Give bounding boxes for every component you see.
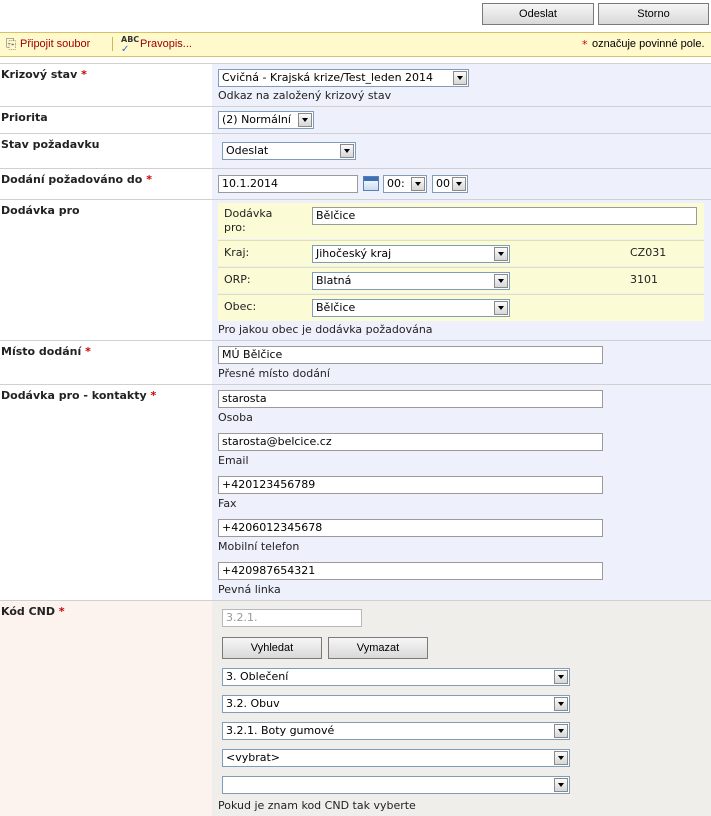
landline-hint: Pevná linka xyxy=(218,583,281,596)
cnd-level-4-select[interactable]: <vybrat> xyxy=(222,749,570,767)
kod-cnd-input[interactable]: 3.2.1. xyxy=(222,609,362,627)
form-toolbar xyxy=(0,32,711,57)
osoba-input[interactable]: starosta xyxy=(218,390,603,408)
search-button[interactable]: Vyhledat xyxy=(222,637,322,659)
required-star: * xyxy=(582,38,588,51)
dodavka-pro-hint: Pro jakou obec je dodávka požadována xyxy=(218,323,433,336)
misto-label: Místo dodání * xyxy=(1,345,91,358)
cancel-button[interactable]: Storno xyxy=(598,3,709,25)
chevron-down-icon xyxy=(453,71,467,85)
misto-input[interactable]: MÚ Bělčice xyxy=(218,346,603,364)
chevron-down-icon xyxy=(554,670,568,684)
fax-hint: Fax xyxy=(218,497,237,510)
dodavka-pro-input[interactable]: Bělčice xyxy=(312,207,697,225)
chevron-down-icon xyxy=(554,751,568,765)
cnd-level-5-select[interactable] xyxy=(222,776,570,794)
cnd-label-panel xyxy=(0,600,212,816)
toolbar-divider xyxy=(112,37,113,51)
orp-label: ORP: xyxy=(224,273,251,286)
stav-label: Stav požadavku xyxy=(1,138,100,151)
krizovy-stav-hint: Odkaz na založený krizový stav xyxy=(218,89,392,102)
priorita-label: Priorita xyxy=(1,111,48,124)
chevron-down-icon xyxy=(494,247,508,261)
priorita-select[interactable]: (2) Normální xyxy=(218,111,314,129)
spellcheck-link[interactable]: Pravopis... xyxy=(140,38,192,50)
misto-hint: Přesné místo dodání xyxy=(218,367,330,380)
chevron-down-icon xyxy=(340,144,354,158)
required-note: označuje povinné pole. xyxy=(592,38,705,50)
cnd-level-2-select[interactable]: 3.2. Obuv xyxy=(222,695,570,713)
krizovy-stav-select[interactable]: Cvičná - Krajská krize/Test_leden 2014 xyxy=(218,69,469,87)
kraj-code: CZ031 xyxy=(630,246,667,259)
krizovy-stav-label: Krizový stav * xyxy=(1,68,87,81)
chevron-down-icon xyxy=(411,177,425,191)
attach-file-link[interactable]: Připojit soubor xyxy=(20,38,91,50)
obec-label: Obec: xyxy=(224,300,257,313)
chevron-down-icon xyxy=(452,177,466,191)
chevron-down-icon xyxy=(494,301,508,315)
kontakty-label: Dodávka pro - kontakty * xyxy=(1,389,157,402)
hour-select[interactable]: 00: xyxy=(383,175,427,193)
landline-input[interactable]: +420987654321 xyxy=(218,562,603,580)
chevron-down-icon xyxy=(298,113,312,127)
dodani-label: Dodání požadováno do * xyxy=(1,173,152,186)
orp-select[interactable]: Blatná xyxy=(312,272,510,290)
kod-cnd-label: Kód CND * xyxy=(1,605,65,618)
chevron-down-icon xyxy=(554,778,568,792)
minute-select[interactable]: 00 xyxy=(432,175,468,193)
obec-select[interactable]: Bělčice xyxy=(312,299,510,317)
stav-select[interactable]: Odeslat xyxy=(222,142,356,160)
calendar-icon[interactable] xyxy=(363,176,379,191)
mobile-input[interactable]: +4206012345678 xyxy=(218,519,603,537)
chevron-down-icon xyxy=(554,724,568,738)
kraj-select[interactable]: Jihočeský kraj xyxy=(312,245,510,263)
dodavka-pro-sub-label: Dodávka pro: xyxy=(224,207,273,234)
chevron-down-icon xyxy=(494,274,508,288)
osoba-hint: Osoba xyxy=(218,411,253,424)
fax-input[interactable]: +420123456789 xyxy=(218,476,603,494)
send-button[interactable]: Odeslat xyxy=(482,3,594,25)
cnd-level-1-select[interactable]: 3. Oblečení xyxy=(222,668,570,686)
spellcheck-icon: ABC ✓ xyxy=(121,35,140,55)
cnd-level-3-select[interactable]: 3.2.1. Boty gumové xyxy=(222,722,570,740)
email-input[interactable]: starosta@belcice.cz xyxy=(218,433,603,451)
kraj-label: Kraj: xyxy=(224,246,250,259)
mobile-hint: Mobilní telefon xyxy=(218,540,300,553)
chevron-down-icon xyxy=(554,697,568,711)
kod-cnd-hint: Pokud je znam kod CND tak vyberte xyxy=(218,799,416,812)
dodavka-pro-label: Dodávka pro xyxy=(1,204,80,217)
orp-code: 3101 xyxy=(630,273,658,286)
clear-button[interactable]: Vymazat xyxy=(328,637,428,659)
date-input[interactable]: 10.1.2014 xyxy=(218,175,358,193)
paperclip-icon: ⎘ xyxy=(6,37,17,52)
email-hint: Email xyxy=(218,454,249,467)
